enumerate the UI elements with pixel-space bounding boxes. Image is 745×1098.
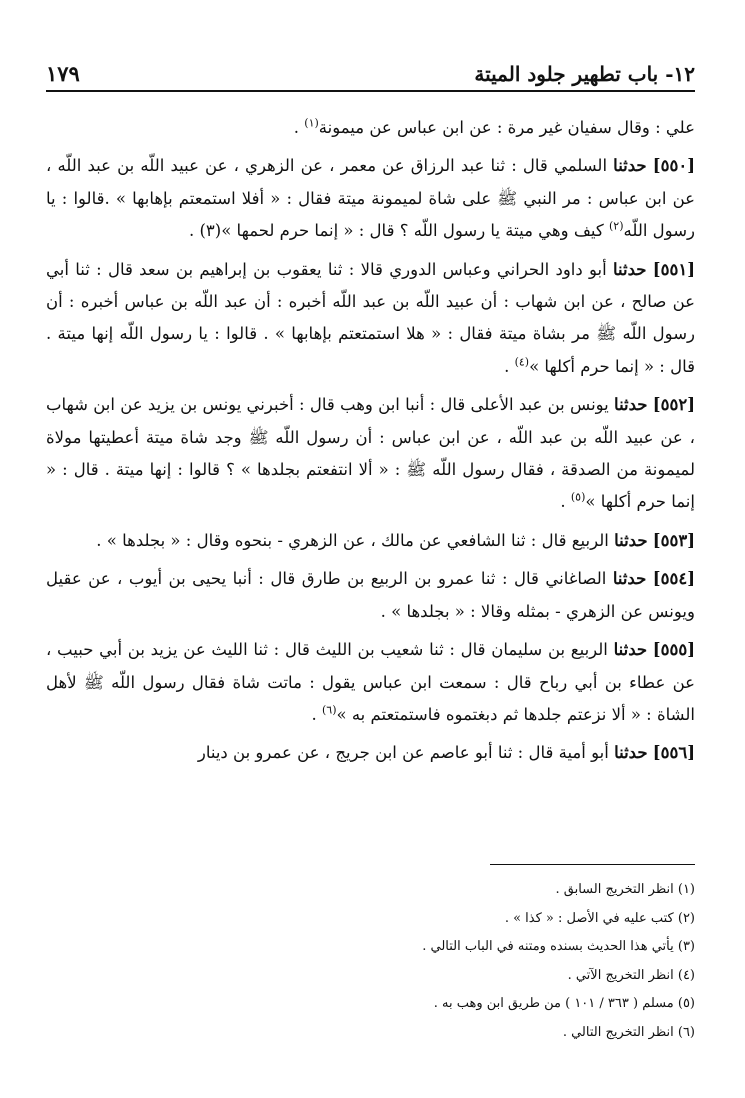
hadith-number: [٥٥٥] [652, 640, 695, 660]
hadith-number: [٥٥٣] [652, 530, 695, 550]
hadith-lead: حدثنا [613, 259, 647, 279]
hadith-number: [٥٥٢] [652, 395, 695, 415]
page-header [46, 58, 695, 92]
hadith-lead: حدثنا [613, 156, 647, 176]
footnote: (٣) يأتي هذا الحديث بسنده ومتنه في الباب التالي . [422, 939, 695, 955]
main-text [46, 112, 695, 776]
footnote-mark: (١) [304, 116, 319, 130]
hadith-lead: حدثنا [614, 395, 648, 415]
footnote: (٥) مسلم ( ٣٦٣ / ١٠١ ) من طريق ابن وهب به . [433, 996, 695, 1012]
hadith-paragraph: [٥٥٦] حدثنا أبو أمية قال : ثنا أبو عاصم عن ابن جريج ، عن عمرو بن دينار [197, 743, 695, 763]
footnote-mark: (٢) [609, 219, 624, 233]
hadith-paragraph: [٥٥٤] حدثنا الصاغاني قال : ثنا عمرو بن الربيع بن طارق قال : أنبا يحيى بن أيوب ، عن عقيل ويونس عن الزهري - بمثله وقالا : « بجلدها » . [46, 569, 695, 621]
hadith-lead: حدثنا [612, 569, 647, 589]
footnote-mark: (٥) [570, 490, 586, 504]
footnote-mark: (٦) [321, 703, 337, 717]
hadith-lead: حدثنا [614, 743, 648, 763]
chapter-title: ١٢- باب تطهير جلود الميتة [474, 62, 695, 86]
hadith-paragraph: [٥٥١] حدثنا أبو داود الحراني وعباس الدوري قالا : ثنا يعقوب بن إبراهيم بن سعد قال : ثنا أبي عن صالح ، عن ابن شهاب : أن عبيد اللّه بن عبد اللّه أخبره : أن عبد اللّه بن عباس أخبره : أن رسول اللّه ﷺ مر بشاة ميتة فقال : « هلا استمتعتم بإهابها » . قالوا : يا رسول اللّه إنها ميتة . قال : « إنما حرم أكلها »$^{(٤)}$ . [46, 259, 695, 376]
hadith-lead: حدثنا [613, 640, 648, 660]
hadith-number: [٥٥٤] [652, 569, 695, 589]
hadith-paragraph: [٥٥٥] حدثنا الربيع بن سليمان قال : ثنا شعيب بن الليث قال : ثنا الليث عن يزيد بن أبي حبيب ، عن عطاء بن أبي رباح قال : سمعت ابن عباس يقول : ماتت شاة فقال رسول اللّه ﷺ لأهل الشاة : « ألا نزعتم جلدها ثم دبغتموه فاستمتعتم به »$^{(٦)}$ . [46, 640, 695, 724]
footnote: (٤) انظر التخريج الآتي . [567, 967, 695, 983]
hadith-paragraph: [٥٥٢] حدثنا يونس بن عبد الأعلى قال : أنبا ابن وهب قال : أخبرني يونس بن يزيد عن ابن شهاب ، عن عبيد اللّه بن عبد اللّه ، عن ابن عباس : أن رسول اللّه ﷺ وجد شاة ميتة أعطيتها مولاة لميمونة من الصدقة ، فقال رسول اللّه ﷺ : « ألا انتفعتم بجلدها » ؟ قالوا : إنها ميتة . قال : « إنما حرم أكلها »$^{(٥)}$ . [46, 395, 695, 512]
hadith-paragraph: [٥٥٣] حدثنا الربيع قال : ثنا الشافعي عن مالك ، عن الزهري - بنحوه وقال : « بجلدها » . [96, 530, 695, 550]
footnote-mark: (٤) [514, 355, 530, 369]
footnotes [46, 876, 695, 1048]
page-number: ١٧٩ [46, 61, 80, 86]
paragraph: علي : وقال سفيان غير مرة : عن ابن عباس عن ميمونة$^{(١)}$ . [293, 116, 695, 137]
hadith-lead: حدثنا [614, 530, 648, 550]
hadith-number: [٥٥٠] [652, 156, 695, 176]
hadith-number: [٥٥١] [652, 259, 695, 279]
footnote: (٦) انظر التخريج التالي . [562, 1024, 695, 1040]
hadith-number: [٥٥٦] [652, 743, 695, 763]
footnote-divider [490, 864, 695, 865]
footnote: (٢) كتب عليه في الأصل : « كذا » . [504, 910, 695, 926]
footnote: (١) انظر التخريج السابق . [555, 882, 695, 897]
hadith-paragraph: [٥٥٠] حدثنا السلمي قال : ثنا عبد الرزاق عن معمر ، عن الزهري ، عن عبيد اللّه بن عبد اللّه ، عن ابن عباس : مر النبي ﷺ على شاة لميمونة ميتة فقال : « أفلا استمعتم بإهابها » .قالوا : يا رسول اللّه$^{(٢)}$ كيف وهي ميتة يا رسول اللّه ؟ قال : « إنما حرم لحمها »(٣) . [46, 156, 695, 241]
